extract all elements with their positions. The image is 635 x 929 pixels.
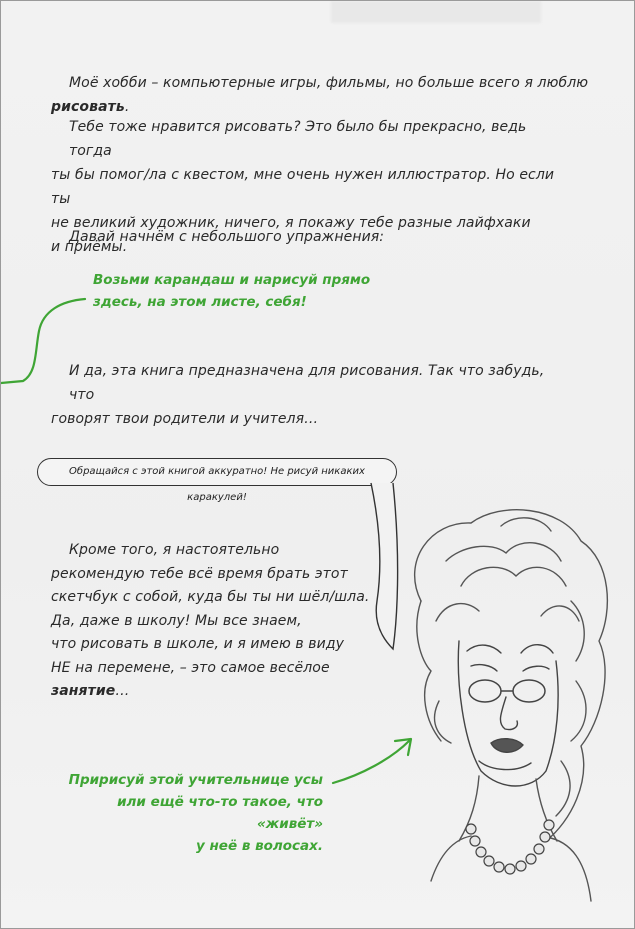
speech-bubble-tail	[371, 483, 398, 649]
teacher-body	[431, 776, 591, 901]
para2-line-1: Тебе тоже нравится рисовать? Это было бы прекрасно, ведь тогда	[69, 119, 527, 159]
exercise-intro: Давай начнём с небольшого упражнения:	[69, 229, 385, 245]
draw-word: рисовать	[51, 99, 125, 115]
task1-line-2: здесь, на этом листе, себя!	[93, 294, 307, 310]
teacher-nose-mouth	[479, 697, 531, 770]
teacher-illustration	[1, 1, 635, 929]
school-line-5: что рисовать в школе, и я имею в виду	[51, 636, 345, 652]
para2-line-4: и приёмы.	[51, 239, 128, 255]
task2-line-1: Пририсуй этой учительнице усы	[68, 772, 323, 788]
teacher-hair	[415, 510, 608, 841]
school-line-7-end: …	[115, 683, 130, 699]
teacher-face	[458, 641, 558, 786]
intro-line-2-end: .	[124, 99, 130, 115]
left-bracket-line	[1, 299, 85, 383]
bead-necklace	[466, 820, 554, 874]
school-line-6: НЕ на перемене, – это самое весёлое	[51, 659, 330, 676]
school-line-2: рекомендую тебе всё время брать этот	[51, 565, 348, 582]
speech-bubble: Обращайся с этой книгой аккуратно! Не рисуй никаких каракулей!	[37, 458, 397, 486]
task2-line-2: или ещё что-то такое, что «живёт»	[117, 794, 323, 832]
book-note-line-2: говорят твои родители и учителя…	[51, 411, 319, 427]
school-line-1: Кроме того, я настоятельно	[69, 542, 280, 558]
task2-line-3: у неё в волосах.	[195, 838, 323, 854]
para2-line-3: не великий художник, ничего, я покажу тебе разные лайфхаки	[51, 215, 531, 231]
school-line-4: Да, даже в школу! Мы все знаем,	[51, 612, 302, 629]
green-arrow-line	[333, 741, 409, 783]
para2-line-2: ты бы помог/ла с квестом, мне очень нужен иллюстратор. Но если ты	[51, 167, 555, 207]
glasses-icon	[469, 680, 545, 702]
activity-word: занятие	[51, 683, 116, 699]
book-note-line-1: И да, эта книга предназначена для рисования. Так что забудь, что	[69, 363, 545, 403]
intro-line-1: Моё хобби – компьютерные игры, фильмы, но больше всего я люблю	[69, 75, 589, 91]
school-line-3: скетчбук с собой, куда бы ты ни шёл/шла.	[51, 589, 370, 605]
task1-line-1: Возьми карандаш и нарисуй прямо	[93, 272, 371, 288]
